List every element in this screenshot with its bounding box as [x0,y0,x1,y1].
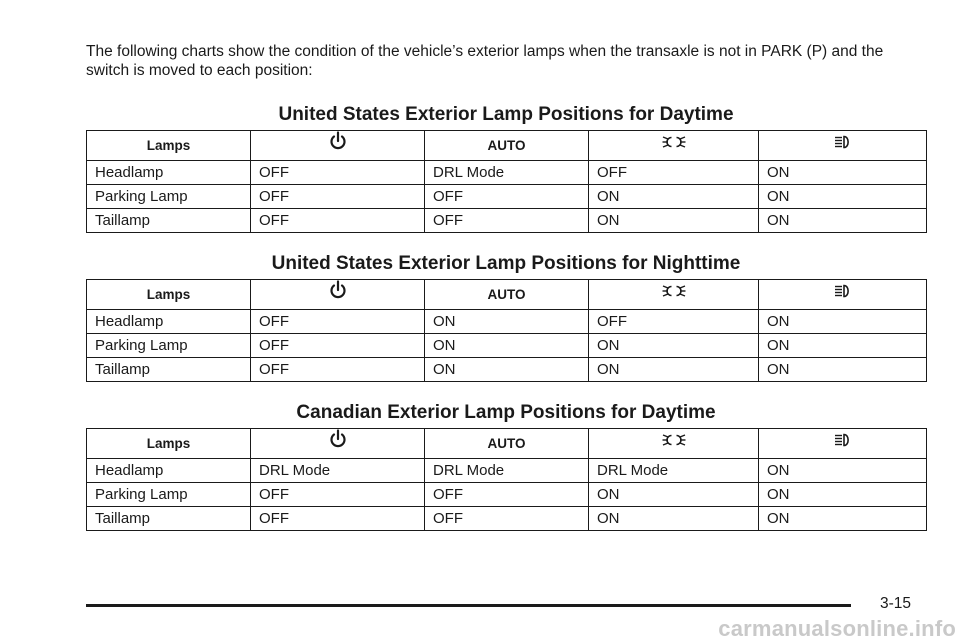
lamp-name-cell: Parking Lamp [87,334,251,358]
lamps-header: Lamps [87,280,251,310]
table-cell: ON [759,507,927,531]
table-cell: DRL Mode [251,459,425,483]
auto-header: AUTO [425,131,589,161]
watermark: carmanualsonline.info [718,616,956,641]
parking-lamp-icon [662,133,686,159]
off-position-header [251,131,425,161]
table-title: United States Exterior Lamp Positions for Daytime [278,104,734,125]
table-cell: OFF [251,209,425,233]
table-row [87,185,927,209]
table-row [87,459,927,483]
headlamp-icon [833,133,853,159]
lamps-header: Lamps [87,131,251,161]
table-cell: DRL Mode [589,459,759,483]
page-number: 3-15 [880,595,912,612]
headlamp-position-header [759,131,927,161]
parking-lamp-position-header [589,429,759,459]
lamp-positions-table [86,428,927,531]
table-cell: OFF [425,209,589,233]
table-cell: ON [589,358,759,382]
parking-lamp-position-header [589,280,759,310]
table-cell: ON [589,483,759,507]
off-position-header [251,280,425,310]
table-cell: OFF [251,310,425,334]
headlamp-position-header [759,280,927,310]
table-cell: OFF [251,483,425,507]
table-cell: OFF [251,185,425,209]
table-title: United States Exterior Lamp Positions for Nighttime [271,253,741,274]
table-cell: OFF [251,334,425,358]
headlamp-icon [833,431,853,457]
table-cell: ON [425,358,589,382]
table-cell: ON [425,310,589,334]
table-cell: ON [589,507,759,531]
lamp-name-cell: Headlamp [87,310,251,334]
table-section-us-daytime [86,103,926,233]
lamps-header: Lamps [87,429,251,459]
intro-paragraph: The following charts show the condition of the vehicle’s exterior lamps when the transaxle is not in PARK (P) and the switch is moved to each position: [86,43,884,79]
table-row [87,358,927,382]
table-header-row [87,429,927,459]
table-cell: ON [589,185,759,209]
table-row [87,310,927,334]
table-title: Canadian Exterior Lamp Positions for Daytime [296,402,716,423]
table-cell: OFF [589,161,759,185]
lamp-positions-table [86,279,927,382]
footer-rule [86,604,851,607]
table-cell: ON [759,310,927,334]
table-row [87,161,927,185]
table-header-row [87,131,927,161]
table-cell: OFF [425,507,589,531]
table-row [87,507,927,531]
lamp-name-cell: Headlamp [87,161,251,185]
table-cell: OFF [251,507,425,531]
headlamp-icon [833,282,853,308]
table-section-canadian-daytime [86,401,926,531]
table-cell: OFF [251,358,425,382]
table-section-us-nighttime [86,252,926,382]
table-cell: OFF [425,483,589,507]
lamp-name-cell: Parking Lamp [87,185,251,209]
table-cell: ON [759,185,927,209]
parking-lamp-position-header [589,131,759,161]
auto-header: AUTO [425,280,589,310]
table-cell: ON [759,209,927,233]
headlamp-position-header [759,429,927,459]
table-cell: ON [759,459,927,483]
table-cell: DRL Mode [425,459,589,483]
table-cell: ON [425,334,589,358]
lamp-name-cell: Parking Lamp [87,483,251,507]
table-cell: OFF [425,185,589,209]
table-cell: ON [589,209,759,233]
table-cell: OFF [589,310,759,334]
table-header-row [87,280,927,310]
power-off-icon [329,280,347,309]
auto-header: AUTO [425,429,589,459]
table-cell: ON [759,161,927,185]
power-off-icon [329,131,347,160]
table-cell: ON [759,358,927,382]
lamp-name-cell: Headlamp [87,459,251,483]
lamp-name-cell: Taillamp [87,507,251,531]
lamp-name-cell: Taillamp [87,209,251,233]
table-cell: ON [589,334,759,358]
table-cell: OFF [251,161,425,185]
table-row [87,483,927,507]
parking-lamp-icon [662,431,686,457]
table-row [87,334,927,358]
table-cell: DRL Mode [425,161,589,185]
table-cell: ON [759,334,927,358]
power-off-icon [329,429,347,458]
table-cell: ON [759,483,927,507]
table-row [87,209,927,233]
parking-lamp-icon [662,282,686,308]
lamp-name-cell: Taillamp [87,358,251,382]
lamp-positions-table [86,130,927,233]
off-position-header [251,429,425,459]
